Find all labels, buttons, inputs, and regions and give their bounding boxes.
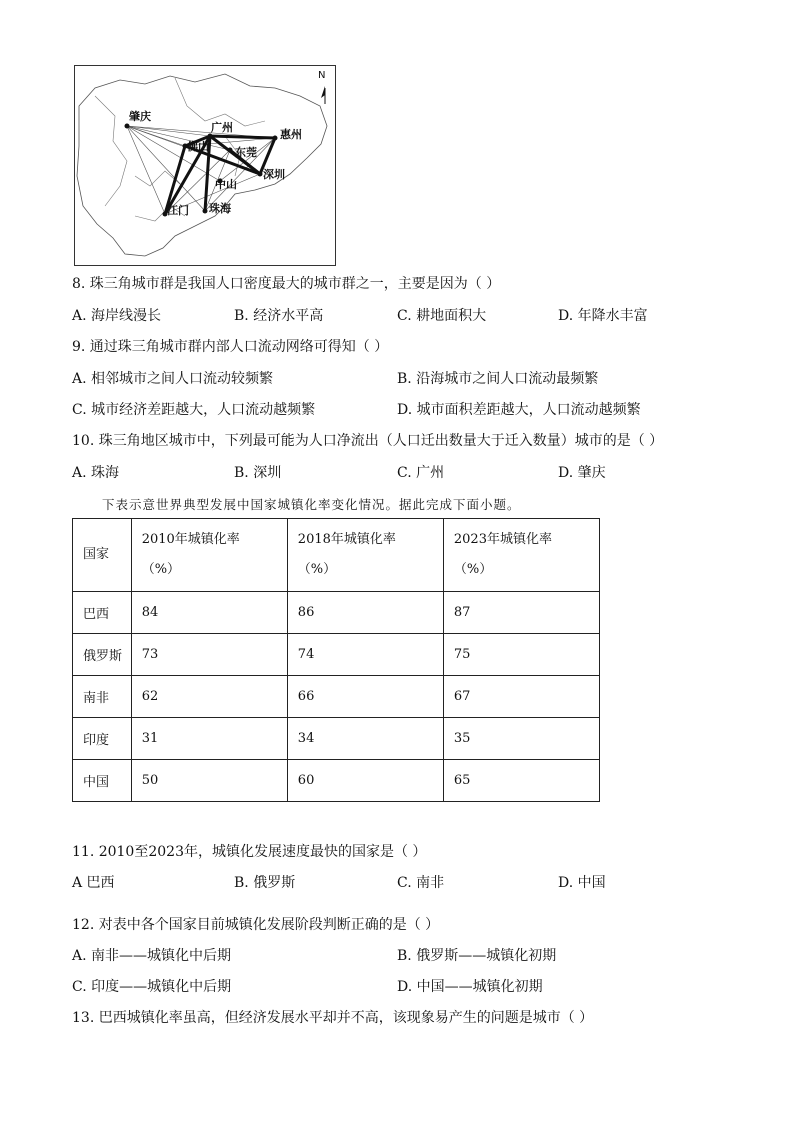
question-11-option-d: D. 中国 xyxy=(558,875,606,891)
table-header-row xyxy=(73,519,600,592)
table-cell: 俄罗斯 xyxy=(73,634,132,676)
table-row xyxy=(73,760,600,802)
question-9-stem: 9. 通过珠三角城市群内部人口流动网络可得知（ ） xyxy=(72,339,389,355)
question-10-option-b: B. 深圳 xyxy=(234,465,282,481)
table-row xyxy=(73,634,600,676)
header-2018: 2018年城镇化率 （%） xyxy=(287,519,443,592)
city-label-foshan: 佛山 xyxy=(187,140,209,153)
map-graphic xyxy=(75,66,335,265)
city-label-shenzhen: 深圳 xyxy=(263,168,285,181)
question-11-stem: 11. 2010至2023年，城镇化发展速度最快的国家是（ ） xyxy=(72,844,427,860)
header-country: 国家 xyxy=(73,519,132,592)
question-8-stem: 8. 珠三角城市群是我国人口密度最大的城市群之一，主要是因为（ ） xyxy=(72,276,501,292)
table-cell: 62 xyxy=(131,676,287,718)
question-10-option-a: A. 珠海 xyxy=(72,465,120,481)
table-cell: 35 xyxy=(443,718,599,760)
question-12-stem: 12. 对表中各个国家目前城镇化发展阶段判断正确的是（ ） xyxy=(72,917,440,933)
question-8-option-a: A. 海岸线漫长 xyxy=(72,308,162,324)
city-label-dongguan: 东莞 xyxy=(235,146,257,159)
table-cell: 75 xyxy=(443,634,599,676)
table-cell: 南非 xyxy=(73,676,132,718)
table-cell: 巴西 xyxy=(73,592,132,634)
table-cell: 66 xyxy=(287,676,443,718)
table-cell: 中国 xyxy=(73,760,132,802)
question-10-option-c: C. 广州 xyxy=(397,465,445,481)
question-11-option-a: A 巴西 xyxy=(72,875,115,891)
table-cell: 67 xyxy=(443,676,599,718)
header-2023: 2023年城镇化率 （%） xyxy=(443,519,599,592)
north-arrow-icon xyxy=(321,86,325,104)
table-intro: 下表示意世界典型发展中国家城镇化率变化情况。据此完成下面小题。 xyxy=(102,497,521,512)
question-12-option-d: D. 中国——城镇化初期 xyxy=(397,979,543,995)
question-10-option-d: D. 肇庆 xyxy=(558,465,606,481)
question-12-option-b: B. 俄罗斯——城镇化初期 xyxy=(397,948,557,964)
table-row xyxy=(73,718,600,760)
city-label-guangzhou: 广州 xyxy=(211,121,233,134)
city-label-zhuhai: 珠海 xyxy=(209,202,231,215)
table-cell: 50 xyxy=(131,760,287,802)
urbanization-table xyxy=(72,518,600,802)
question-12-option-c: C. 印度——城镇化中后期 xyxy=(72,979,232,995)
table-cell: 74 xyxy=(287,634,443,676)
question-9-option-a: A. 相邻城市之间人口流动较频繁 xyxy=(72,371,274,387)
city-label-zhaoqing: 肇庆 xyxy=(129,110,151,123)
table-row xyxy=(73,676,600,718)
question-8-option-c: C. 耕地面积大 xyxy=(397,308,487,324)
table-cell: 65 xyxy=(443,760,599,802)
question-11-option-c: C. 南非 xyxy=(397,875,445,891)
question-12-option-a: A. 南非——城镇化中后期 xyxy=(72,948,232,964)
table-cell: 印度 xyxy=(73,718,132,760)
city-label-jiangmen: 江门 xyxy=(167,204,189,217)
question-8-option-b: B. 经济水平高 xyxy=(234,308,324,324)
table-cell: 73 xyxy=(131,634,287,676)
question-9-option-b: B. 沿海城市之间人口流动最频繁 xyxy=(397,371,599,387)
table-cell: 31 xyxy=(131,718,287,760)
table-row xyxy=(73,592,600,634)
table-cell: 60 xyxy=(287,760,443,802)
question-10-stem: 10. 珠三角地区城市中，下列最可能为人口净流出（人口迁出数量大于迁入数量）城市的是（ ） xyxy=(72,433,664,449)
table-cell: 84 xyxy=(131,592,287,634)
question-11-option-b: B. 俄罗斯 xyxy=(234,875,296,891)
table-cell: 34 xyxy=(287,718,443,760)
question-9-option-d: D. 城市面积差距越大，人口流动越频繁 xyxy=(397,402,641,418)
header-2010: 2010年城镇化率 （%） xyxy=(131,519,287,592)
north-label: N xyxy=(318,70,326,81)
city-label-zhongshan: 中山 xyxy=(215,178,237,191)
city-label-huizhou: 惠州 xyxy=(280,128,302,141)
header-unit: （%） xyxy=(453,562,493,577)
question-13-stem: 13. 巴西城镇化率虽高，但经济发展水平却并不高，该现象易产生的问题是城市（ ） xyxy=(72,1010,594,1026)
table-cell: 87 xyxy=(443,592,599,634)
table-cell: 86 xyxy=(287,592,443,634)
header-unit: （%） xyxy=(141,562,181,577)
question-9-option-c: C. 城市经济差距越大，人口流动越频繁 xyxy=(72,402,316,418)
population-flow-map xyxy=(74,65,336,266)
header-unit: （%） xyxy=(297,562,337,577)
question-8-option-d: D. 年降水丰富 xyxy=(558,308,648,324)
